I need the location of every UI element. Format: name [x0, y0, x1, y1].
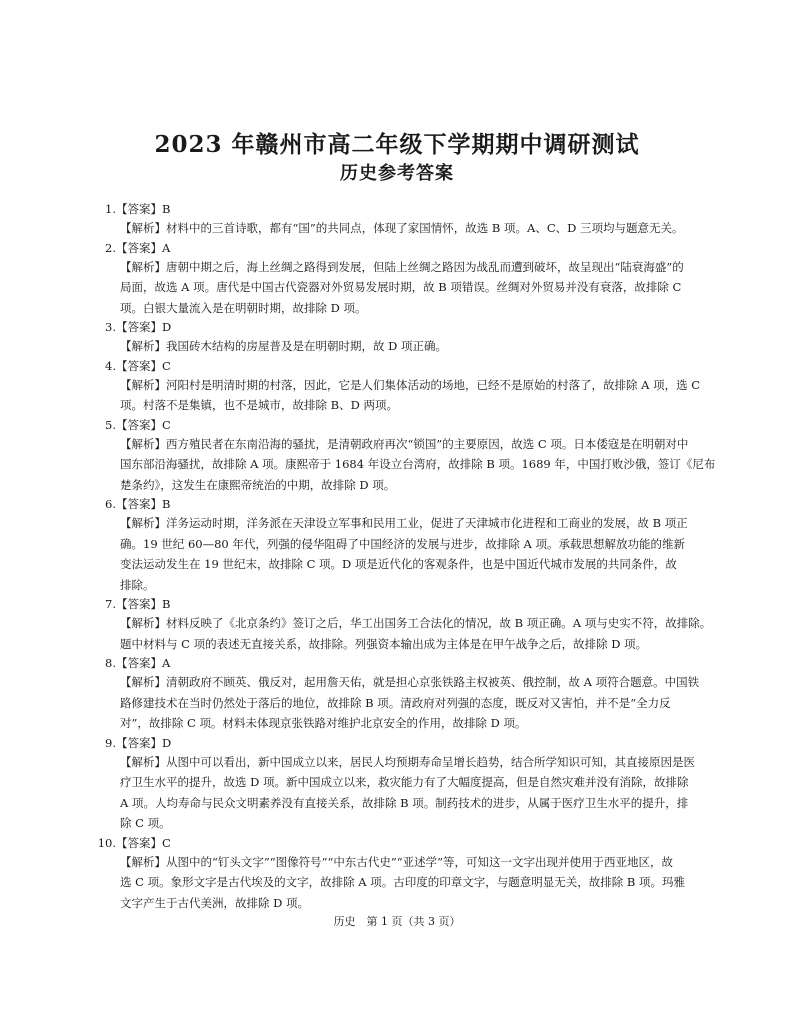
explanation-line: 题中材料与 C 项的表述无直接关系，故排除。列强资本输出成为主体是在甲午战争之后，故排除 D 项。 [120, 636, 648, 651]
answer-line [0, 654, 794, 672]
explanation-line: 除 C 项。 [120, 816, 171, 830]
answer-label: 【答案】D [116, 320, 172, 334]
explanation-line: A 项。人均寿命与民众文明素养没有直接关系，故排除 B 项。制药技术的进步，从属于医疗卫生水平的提升，排 [120, 795, 689, 810]
answer-label: 【答案】B [116, 497, 171, 511]
explanation-line: 【解析】从图中的“钉头文字”“图像符号”“中东古代史”“亚述学”等，可知这一文字出现并使用于西亚地区，故 [120, 854, 674, 869]
answer-line [0, 239, 794, 257]
answer-line [0, 734, 794, 752]
answer-list [0, 200, 794, 913]
question-number: 2. [105, 240, 116, 255]
explanation-line: 【解析】西方殖民者在东南沿海的骚扰，是清朝政府再次“锁国”的主要原因，故选 C 项。日本倭寇是在明朝对中 [120, 436, 689, 451]
explanation-line: 【解析】我国砖木结构的房屋普及是在明朝时期，故 D 项正确。 [120, 339, 448, 353]
question-number: 5. [105, 417, 116, 432]
answer-line [0, 416, 794, 434]
answer-label: 【答案】A [116, 240, 171, 255]
answer-line [0, 595, 794, 613]
explanation-line: 国东部沿海骚扰，故排除 A 项。康熙帝于 1684 年设立台湾府，故排除 B 项。1689 年，中国打败沙俄，签订《尼布 [120, 457, 716, 471]
question-item [0, 416, 794, 496]
answer-label: 【答案】D [116, 735, 172, 750]
question-item [0, 357, 794, 416]
question-item [0, 239, 794, 319]
question-number: 8. [105, 656, 116, 670]
document-subtitle: 历史参考答案 [340, 163, 454, 184]
answer-line [0, 357, 794, 375]
explanation-line: 【解析】唐朝中期之后，海上丝绸之路得到发展，但陆上丝绸之路因为战乱而遭到破坏，故呈现出“陆衰海盛”的 [120, 259, 684, 274]
question-number: 3. [105, 320, 116, 334]
answer-label: 【答案】B [116, 202, 171, 216]
question-item [0, 834, 794, 914]
document-title: 2023 年赣州市高二年级下学期期中调研测试 [154, 131, 640, 158]
explanation-line: 文字产生于古代美洲，故排除 D 项。 [120, 895, 310, 910]
question-item [0, 654, 794, 734]
answer-line [0, 318, 794, 336]
explanation-line: 变法运动发生在 19 世纪末，故排除 C 项。D 项是近代化的客观条件，也是中国近代城市发展的共同条件，故 [120, 557, 677, 571]
explanation-line: 对”，故排除 C 项。材料未体现京张铁路对维护北京安全的作用，故排除 D 项。 [120, 716, 527, 730]
question-number: 9. [105, 735, 116, 750]
explanation-line: 楚条约》，这发生在康熙帝统治的中期，故排除 D 项。 [120, 477, 396, 492]
question-item [0, 495, 794, 595]
explanation-line: 局面，故选 A 项。唐代是中国古代瓷器对外贸易发展时期，故 B 项错误。丝绸对外贸易并没有衰落，故排除 C [120, 280, 682, 294]
page-footer: 历史 第 1 页（共 3 页） [333, 915, 461, 928]
answer-label: 【答案】C [116, 358, 171, 373]
question-item [0, 200, 794, 239]
answer-label: 【答案】B [116, 597, 171, 611]
answer-label: 【答案】C [116, 835, 171, 850]
explanation-line: 路修建技术在当时仍然处于落后的地位，故排除 B 项。清政府对列强的态度，既反对又害怕，并不是“全力反 [120, 695, 671, 710]
explanation-line: 【解析】清朝政府不顾英、俄反对，起用詹天佑，就是担心京张铁路主权被英、俄控制，故 A 项符合题意。中国铁 [120, 675, 700, 689]
answer-line [0, 495, 794, 513]
explanation-line: 项。白银大量流入是在明朝时期，故排除 D 项。 [120, 300, 367, 315]
question-number: 10. [97, 835, 116, 850]
question-number: 4. [105, 358, 116, 373]
answer-label: 【答案】C [116, 417, 171, 432]
question-number: 7. [105, 597, 116, 611]
explanation-line: 【解析】从图中可以看出，新中国成立以来，居民人均预期寿命呈增长趋势，结合所学知识可知，其直接原因是医 [120, 754, 695, 769]
question-item [0, 595, 794, 654]
question-number: 6. [105, 497, 116, 511]
explanation-line: 选 C 项。象形文字是古代埃及的文字，故排除 A 项。古印度的印章文字，与题意明显无关，故排除 B 项。玛雅 [120, 875, 685, 889]
explanation-line: 【解析】材料中的三首诗歌，都有“国”的共同点，体现了家国情怀，故选 B 项。A、C、D 三项均与题意无关。 [120, 221, 684, 235]
explanation-line: 【解析】河阳村是明清时期的村落，因此，它是人们集体活动的场地，已经不是原始的村落了，故排除 A 项，选 C [120, 377, 701, 392]
explanation-line: 【解析】材料反映了《北京条约》签订之后，华工出国务工合法化的情况，故 B 项正确。A 项与史实不符，故排除。 [120, 616, 712, 630]
explanation-line: 确。19 世纪 60—80 年代，列强的侵华阻碍了中国经济的发展与进步，故排除 A 项。承载思想解放功能的维新 [120, 536, 685, 551]
question-item [0, 734, 794, 834]
question-number: 1. [105, 202, 116, 216]
explanation-line: 疗卫生水平的提升，故选 D 项。新中国成立以来，救灾能力有了大幅度提高，但是自然灾难并没有消除，故排除 [120, 775, 689, 789]
answer-label: 【答案】A [116, 656, 171, 670]
answer-line [0, 200, 794, 218]
answer-line [0, 834, 794, 852]
explanation-line: 【解析】洋务运动时期，洋务派在天津设立军事和民用工业，促进了天津城市化进程和工商业的发展，故 B 项正 [120, 516, 688, 530]
explanation-line: 排除。 [120, 577, 155, 592]
question-item [0, 318, 794, 357]
explanation-line: 项。村落不是集镇，也不是城市，故排除 B、D 两项。 [120, 398, 398, 412]
